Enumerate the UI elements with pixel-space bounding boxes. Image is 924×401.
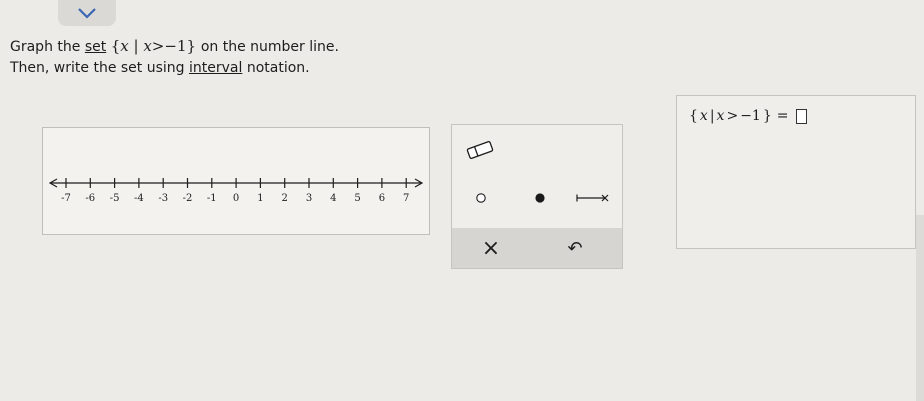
closed-point-tool[interactable] [529,187,551,209]
number-line[interactable] [43,128,429,234]
tick-label: 6 [378,193,386,204]
tick-label: -7 [61,193,71,204]
tick-label: -6 [85,193,96,204]
question-line-2: Then, write the set using interval notation. [10,60,310,76]
undo-button[interactable] [562,235,588,261]
tick-label: -5 [109,193,120,204]
tick-label: -2 [182,193,193,204]
tick-label: -4 [134,193,144,204]
question-line-1: Graph the set {x | x>−1} on the number line. [10,37,339,55]
number-line-panel[interactable] [42,127,430,235]
graphing-tools-panel [451,124,623,269]
answer-panel [676,95,916,249]
set-glossary-link[interactable]: set [84,39,107,55]
undo-icon: ↶ [567,237,583,259]
tick-label: 3 [305,193,313,204]
eraser-icon [463,139,497,161]
tick-label: 2 [281,193,288,204]
tick-label: 1 [257,193,264,204]
tick-label: -3 [158,193,169,204]
tick-label: 4 [330,193,337,204]
open-point-tool[interactable] [470,187,492,209]
clear-button[interactable] [478,235,504,261]
question-text [10,36,339,79]
tick-label: -1 [206,193,217,204]
scrollbar-track[interactable] [916,215,924,401]
tool-actions-bar [452,228,622,268]
ray-tool[interactable] [572,187,612,209]
ray-icon [574,192,610,204]
set-builder-expression: {x | x>−1} [110,37,197,55]
tick-label: 0 [232,193,240,204]
collapse-toggle[interactable] [58,0,116,26]
chevron-down-icon [77,7,97,19]
interval-glossary-link[interactable]: interval [189,60,243,76]
filled-circle-icon [534,192,546,204]
answer-input[interactable] [796,109,807,124]
tick-label: 7 [403,193,410,204]
tick-label: 5 [354,193,361,204]
open-circle-icon [475,192,487,204]
close-icon: × [481,235,501,261]
answer-expression: { x | x > −1 } = [689,108,807,124]
eraser-tool[interactable] [462,137,498,163]
